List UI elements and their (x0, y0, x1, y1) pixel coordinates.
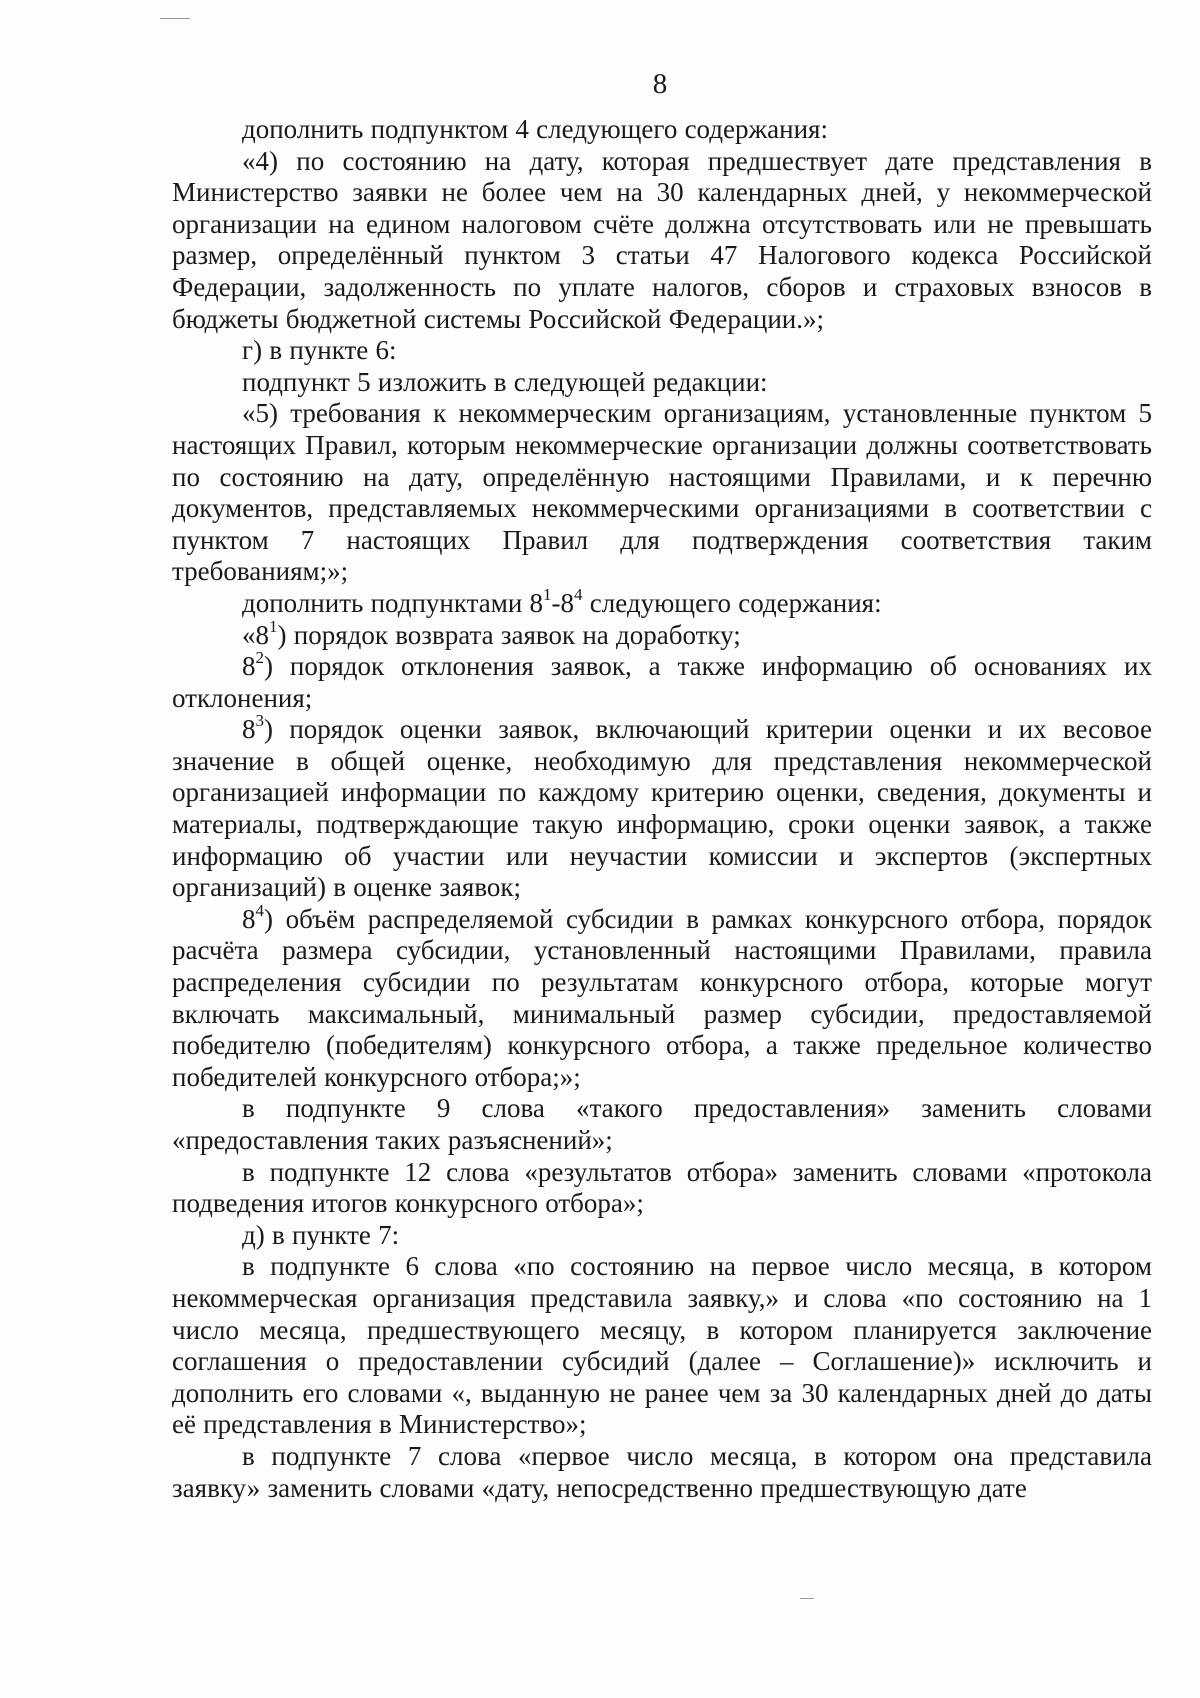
paragraph: д) в пункте 7: (242, 1219, 400, 1250)
paragraph (172, 584, 1152, 620)
paragraph: «4) по состоянию на дату, которая предшествует дате представления в Министерство заявки не более чем на 30 календарных дней, у некоммерческой организации на едином налоговом счёте должна отсутствовать или не превышать размер, определённый пунктом 3 статьи 47 Налогового кодекса Российской Федерации, задолженность по уплате налогов, сборов и страховых взносов в бюджеты бюджетной системы Российской Федерации.»; (172, 145, 1152, 334)
paragraph (172, 616, 1152, 652)
paragraph: в подпункте 7 слова «первое число месяца, в котором она представила заявку» заменить словами «дату, непосредственно предшествующую дате (172, 1440, 1152, 1503)
superscript: 2 (255, 648, 264, 668)
page-number: 8 (652, 68, 668, 100)
text-run: ) порядок оценки заявок, включающий критерии оценки и их весовое значение в общей оценке, необходимую для представления некоммерческой организацией информации по каждому критерию оценки, сведения, документы и материалы, подтверждающие такую информацию, сроки оценки заявок, а также информацию об участии или неучастии комиссии и экспертов (экспертных организаций) в оценке заявок; (172, 714, 1152, 903)
superscript: 4 (574, 584, 583, 604)
scan-artifact (160, 18, 190, 19)
superscript: 1 (269, 616, 278, 636)
paragraph: подпункт 5 изложить в следующей редакции: (242, 366, 768, 397)
text-run: ) порядок отклонения заявок, а также информацию об основаниях их отклонения; (172, 651, 1152, 713)
paragraph (172, 711, 1152, 904)
text-run: 8 (242, 651, 256, 682)
paragraph: в подпункте 12 слова «результатов отбора» заменить словами «протокола подведения итогов конкурсного отбора»; (172, 1156, 1152, 1219)
superscript: 4 (255, 900, 264, 920)
text-run: ) объём распределяемой субсидии в рамках конкурсного отбора, порядок расчёта размера субсидии, установленный настоящими Правилами, правила распределения субсидии по результатам конкурсного отбора, которые могут включать максимальный, минимальный размер субсидии, предоставляемой победителю (победителям) конкурсного отбора, а также предельное количество победителей конкурсного отбора;»; (172, 903, 1152, 1092)
scan-artifact (800, 1598, 814, 1599)
paragraph: дополнить подпунктом 4 следующего содержания: (242, 114, 828, 144)
paragraph (172, 900, 1152, 1094)
text-run: 8 (242, 903, 256, 934)
text-run: ) порядок возврата заявок на доработку; (277, 619, 741, 650)
paragraph: «5) требования к некоммерческим организациям, установленные пунктом 5 настоящих Правил, которым некоммерческие организации должны соответствовать по состоянию на дату, определённую настоящими Правилами, и к перечню документов, представляемых некоммерческими организациями в соответствии с пунктом 7 настоящих Правил для подтверждения соответствия таким требованиям;»; (172, 398, 1152, 587)
paragraph (172, 648, 1152, 714)
paragraph: в подпункте 9 слова «такого предоставления» заменить словами «предоставления таких разъяснений»; (172, 1093, 1152, 1155)
text-run: «8 (242, 619, 269, 650)
superscript: 1 (543, 584, 552, 604)
text-run: 8 (242, 714, 256, 745)
document-body (172, 114, 1152, 1504)
paragraph: г) в пункте 6: (242, 335, 397, 366)
text-run: следующего содержания: (582, 587, 882, 618)
text-run: дополнить подпунктами 8 (242, 587, 544, 618)
paragraph: в подпункте 6 слова «по состоянию на первое число месяца, в котором некоммерческая организация представила заявку,» и слова «по состоянию на 1 число месяца, предшествующего месяцу, в котором планируется заключение соглашения о предоставлении субсидий (далее – Соглашение)» исключить и дополнить его словами «, выданную не ранее чем за 30 календарных дней до даты её представления в Министерство»; (172, 1251, 1152, 1440)
text-run: -8 (551, 587, 575, 618)
superscript: 3 (255, 711, 264, 731)
